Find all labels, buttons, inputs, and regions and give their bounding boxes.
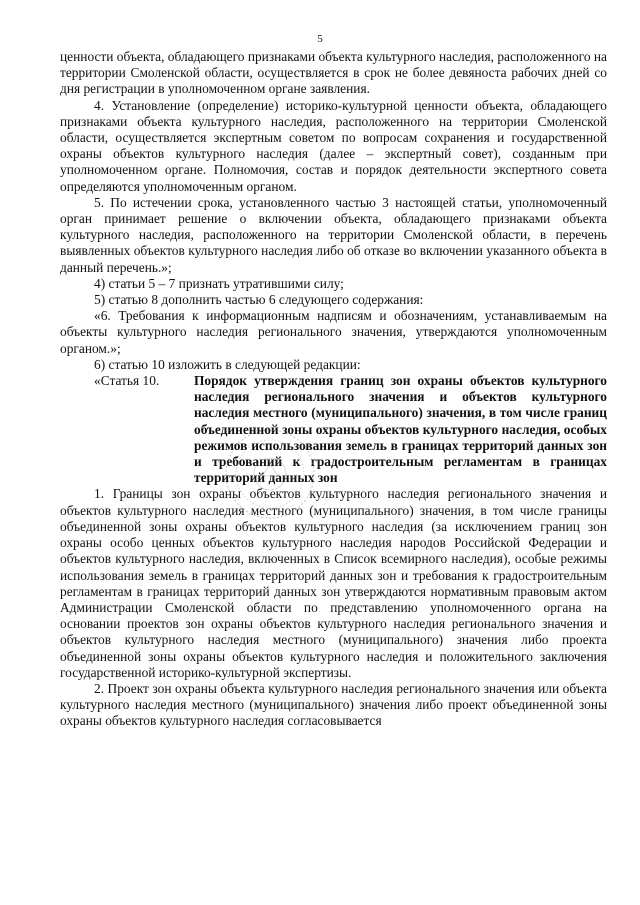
article-paragraph-2: 2. Проект зон охраны объекта культурного наследия регионального значения или объекта культурного наследия местного (муниципального) значения либо проект объединенной зоны охраны объектов культурного наследия согласовывается [60, 680, 607, 729]
page-number: 5 [317, 33, 323, 45]
article-title: Порядок утверждения границ зон охраны объектов культурного наследия регионального значения и объектов культурного наследия местного (муниципального) значения, в том числе границ объединенной зоны охраны объектов культурного наследия, особых режимов использования земель в границах территорий данных зон и требований к градостроительным регламентам в границах территорий данных зон [194, 373, 607, 486]
amendment-item-6: 6) статью 10 изложить в следующей редакции: [94, 356, 361, 372]
paragraph-continuation: ценности объекта, обладающего признаками объекта культурного наследия, расположенного на территории Смоленской области, осуществляется в срок не более девяноста рабочих дней со дня регистрации в уполномоченном органе заявления. [60, 49, 607, 97]
amendment-item-4: 4) статьи 5 – 7 признать утратившими силу; [94, 275, 344, 291]
article-heading [94, 373, 607, 486]
amendment-quote-part-6: «6. Требования к информационным надписям и обозначениям, устанавливаемым на объекты культурного наследия регионального значения, утверждаются уполномоченным органом.»; [60, 308, 607, 356]
paragraph-item-4: 4. Установление (определение) историко-культурной ценности объекта, обладающего признаками объекта культурного наследия, расположенного на территории Смоленской области, осуществляется экспертным советом по вопросам сохранения и государственной охраны объектов культурного наследия (далее – экспертный совет), созданным при уполномоченном органе. Полномочия, состав и порядок деятельности экспертного совета определяются уполномоченным органом. [60, 97, 607, 194]
amendment-item-5: 5) статью 8 дополнить частью 6 следующего содержания: [94, 292, 424, 308]
article-paragraph-1: 1. Границы зон охраны объектов культурного наследия регионального значения и объектов культурного наследия местного (муниципального) значения, в том числе границы объединенной зоны охраны объектов культурного наследия (за исключением границ зон охраны особо ценных объектов культурного наследия народов Российской Федерации и объектов культурного наследия, включенных в Список всемирного наследия), особые режимы использования земель в границах территорий данных зон и требования к градостроительным регламентам в границах территорий данных зон утверждаются нормативным правовым актом Администрации Смоленской области по представлению уполномоченного органа на основании проектов зон охраны объектов культурного наследия регионального значения и объектов культурного наследия местного (муниципального) значения либо проекта объединенной зоны охраны объектов культурного наследия и положительного заключения государственной историко-культурной экспертизы. [60, 486, 607, 680]
document-body [60, 49, 607, 730]
paragraph-item-5: 5. По истечении срока, установленного частью 3 настоящей статьи, уполномоченный орган принимает решение о включении объекта, обладающего признаками объекта культурного наследия, расположенного на территории Смоленской области, в перечень выявленных объектов культурного наследия либо об отказе во включении указанного объекта в данный перечень.»; [60, 194, 607, 275]
article-label: «Статья 10. [94, 373, 160, 389]
